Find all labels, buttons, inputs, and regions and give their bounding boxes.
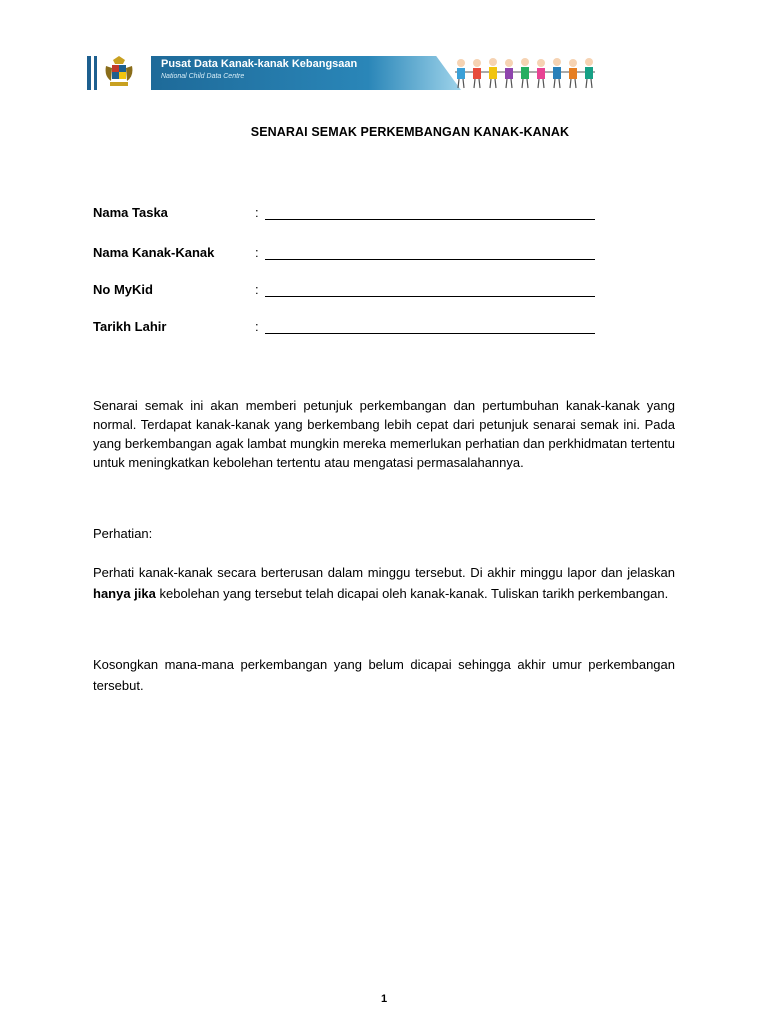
children-illustration-icon (449, 54, 599, 92)
instruction-text: kebolehan yang tersebut telah dicapai oleh kanak-kanak. Tuliskan tarikh perkembangan. (155, 586, 669, 601)
field-separator: : (255, 319, 259, 334)
attention-heading: Perhatian: (93, 526, 153, 541)
fill-in-line[interactable] (265, 219, 595, 220)
intro-paragraph: Senarai semak ini akan memberi petunjuk perkembangan dan pertumbuhan kanak-kanak yang normal. Terdapat kanak-kanak yang berkembang lebih cepat dari petunjuk senarai semak ini. Pada yang berkembangan agak lambat mungkin mereka memerlukan perhatian dan perkhidmatan tertentu untuk meningkatkan kebolehan tertentu atau mengatasi permasalahannya. (93, 398, 675, 470)
field-separator: : (255, 282, 259, 297)
fill-in-line[interactable] (265, 259, 595, 260)
field-label: No MyKid (93, 282, 153, 297)
banner-stripe (87, 56, 91, 90)
field-label: Nama Kanak-Kanak (93, 245, 215, 260)
header-banner (87, 54, 597, 92)
field-label: Nama Taska (93, 205, 168, 220)
banner-stripe (94, 56, 97, 90)
document-title: SENARAI SEMAK PERKEMBANGAN KANAK-KANAK (250, 125, 570, 139)
instruction-paragraph-1 (93, 562, 675, 604)
instruction-emphasis: hanya jika (93, 586, 156, 601)
field-separator: : (255, 245, 259, 260)
instruction-paragraph-2: Kosongkan mana-mana perkembangan yang belum dicapai sehingga akhir umur perkembangan tersebut. (93, 657, 675, 693)
field-label: Tarikh Lahir (93, 319, 167, 334)
coat-of-arms-icon (103, 54, 135, 92)
org-name: Pusat Data Kanak-kanak Kebangsaan (161, 58, 358, 70)
field-separator: : (255, 205, 259, 220)
page-number: 1 (380, 993, 388, 1005)
instruction-text: Perhati kanak-kanak secara berterusan dalam minggu tersebut. Di akhir minggu lapor dan jelaskan (93, 565, 675, 580)
org-subtitle: National Child Data Centre (161, 73, 245, 80)
fill-in-line[interactable] (265, 333, 595, 334)
fill-in-line[interactable] (265, 296, 595, 297)
